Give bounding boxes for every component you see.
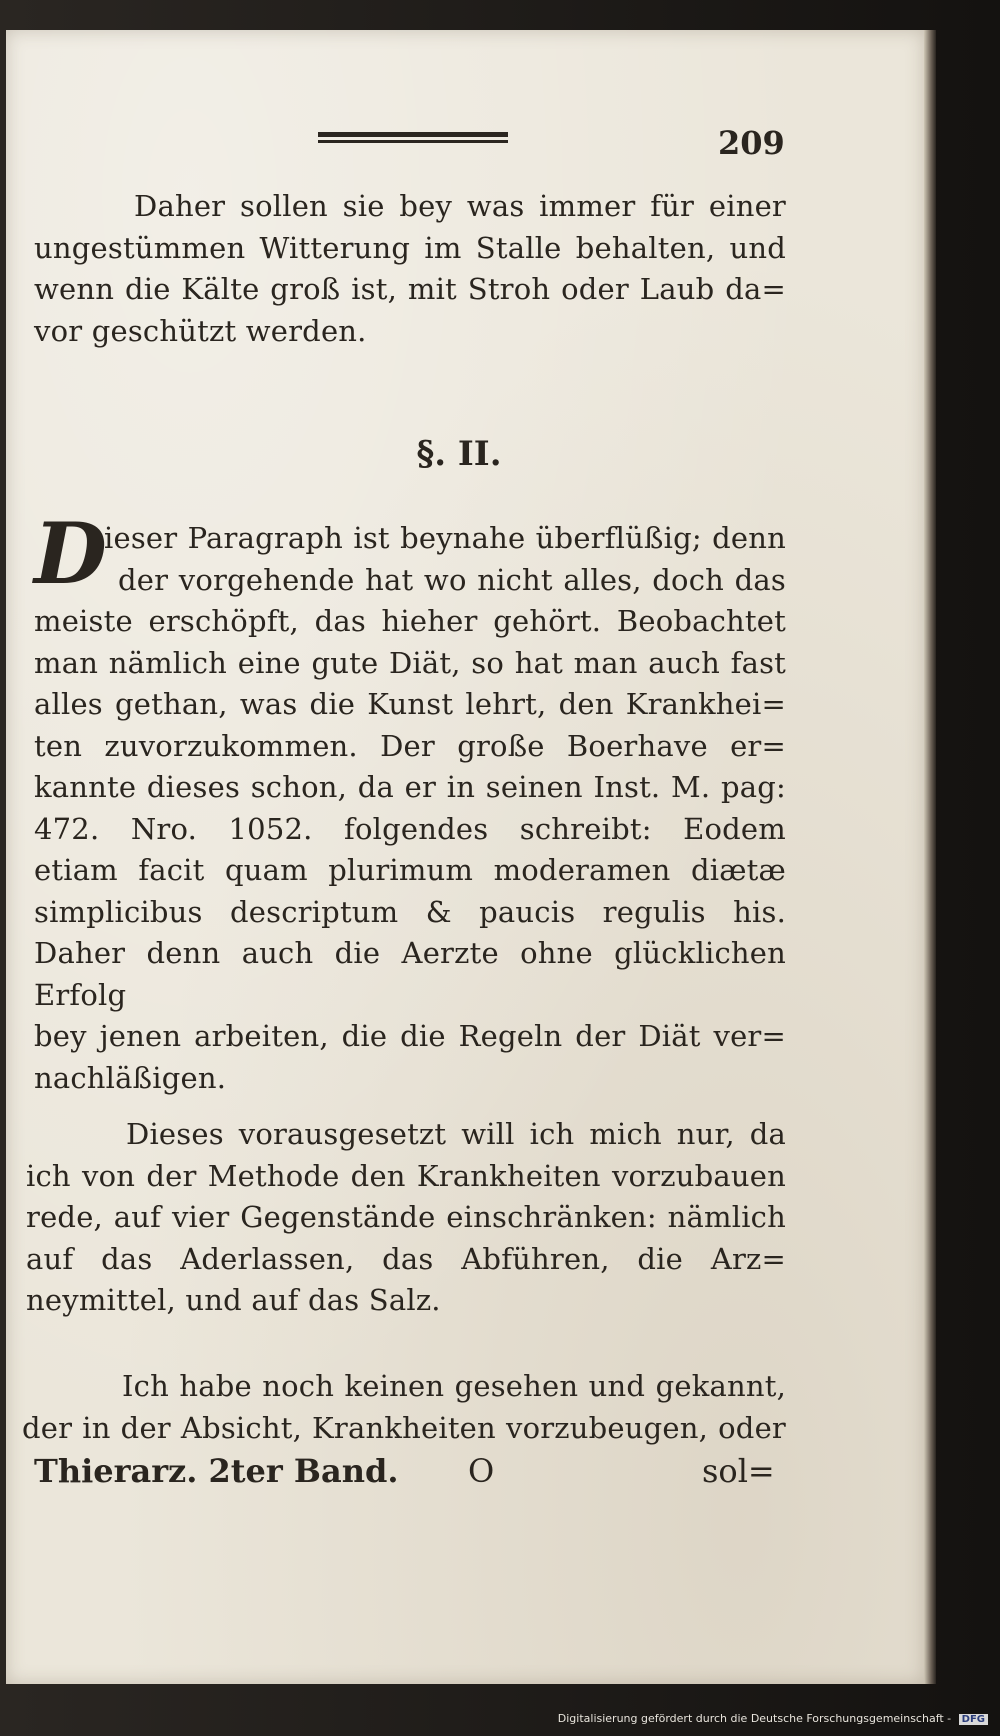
page-edge xyxy=(924,30,936,1684)
text-line: rede, auf vier Gegenstände einschränken: nämlich xyxy=(26,1200,786,1234)
text-line: ten zuvorzukommen. Der große Boerhave er= xyxy=(34,728,786,763)
credit-text: Digitalisierung gefördert durch die Deutsche Forschungsgemeinschaft - xyxy=(557,1712,952,1725)
paragraph-4 xyxy=(22,1366,786,1449)
text-line: kannte dieses schon, da er in seinen Inst. M. pag: xyxy=(34,770,786,804)
text-line: bey jenen arbeiten, die die Regeln der Diät ver= xyxy=(34,1019,786,1053)
text-line: wenn die Kälte groß ist, mit Stroh oder Laub da= xyxy=(34,272,786,306)
text-line: alles gethan, was die Kunst lehrt, den Krankhei= xyxy=(34,687,786,721)
paragraph-2-body xyxy=(34,518,786,1099)
catchword: sol= xyxy=(702,1452,775,1490)
text-line: Dieses vorausgesetzt will ich mich nur, da xyxy=(126,1117,786,1151)
rule-thick xyxy=(318,132,508,137)
text-line: ich von der Methode den Krankheiten vorzubauen xyxy=(26,1158,786,1193)
paragraph-1 xyxy=(34,186,786,352)
text-line: ungestümmen Witterung im Stalle behalten, und xyxy=(34,230,786,265)
text-line: Ich habe noch keinen gesehen und gekannt, xyxy=(122,1369,786,1403)
text-line: Daher sollen sie bey was immer für einer xyxy=(134,189,786,223)
text-line: etiam facit quam plurimum moderamen diætæ xyxy=(34,853,786,887)
text-line: ieser Paragraph ist beynahe überflüßig; denn xyxy=(104,521,786,555)
header-ornament-rule xyxy=(318,128,508,148)
paragraph-2 xyxy=(34,504,790,1099)
text-line: Daher denn auch die Aerzte ohne glücklichen Erfolg xyxy=(34,936,786,1012)
text-line: der vorgehende hat wo nicht alles, doch das xyxy=(118,562,786,597)
digitization-credit xyxy=(0,1712,988,1725)
section-heading: §. II. xyxy=(416,434,502,474)
text-line: simplicibus descriptum & paucis regulis his. xyxy=(34,894,786,929)
text-line: neymittel, und auf das Salz. xyxy=(26,1283,441,1317)
text-line: man nämlich eine gute Diät, so hat man auch fast xyxy=(34,645,786,680)
signature-title: Thierarz. 2ter Band. xyxy=(34,1452,399,1490)
signature-mark: O xyxy=(468,1452,495,1490)
text-line: meiste erschöpft, das hieher gehört. Beobachtet xyxy=(34,604,786,638)
text-line: vor geschützt werden. xyxy=(34,313,367,348)
text-line: auf das Aderlassen, das Abführen, die Arz= xyxy=(26,1241,786,1276)
rule-thin xyxy=(318,140,508,143)
text-line: nachläßigen. xyxy=(34,1060,227,1095)
dfg-logo: DFG xyxy=(959,1714,988,1725)
drop-cap: D xyxy=(34,504,107,603)
text-line: der in der Absicht, Krankheiten vorzubeugen, oder xyxy=(22,1410,786,1445)
text-line: 472. Nro. 1052. folgendes schreibt: Eodem xyxy=(34,811,786,846)
page-number: 209 xyxy=(718,124,785,162)
paragraph-3 xyxy=(26,1114,786,1322)
